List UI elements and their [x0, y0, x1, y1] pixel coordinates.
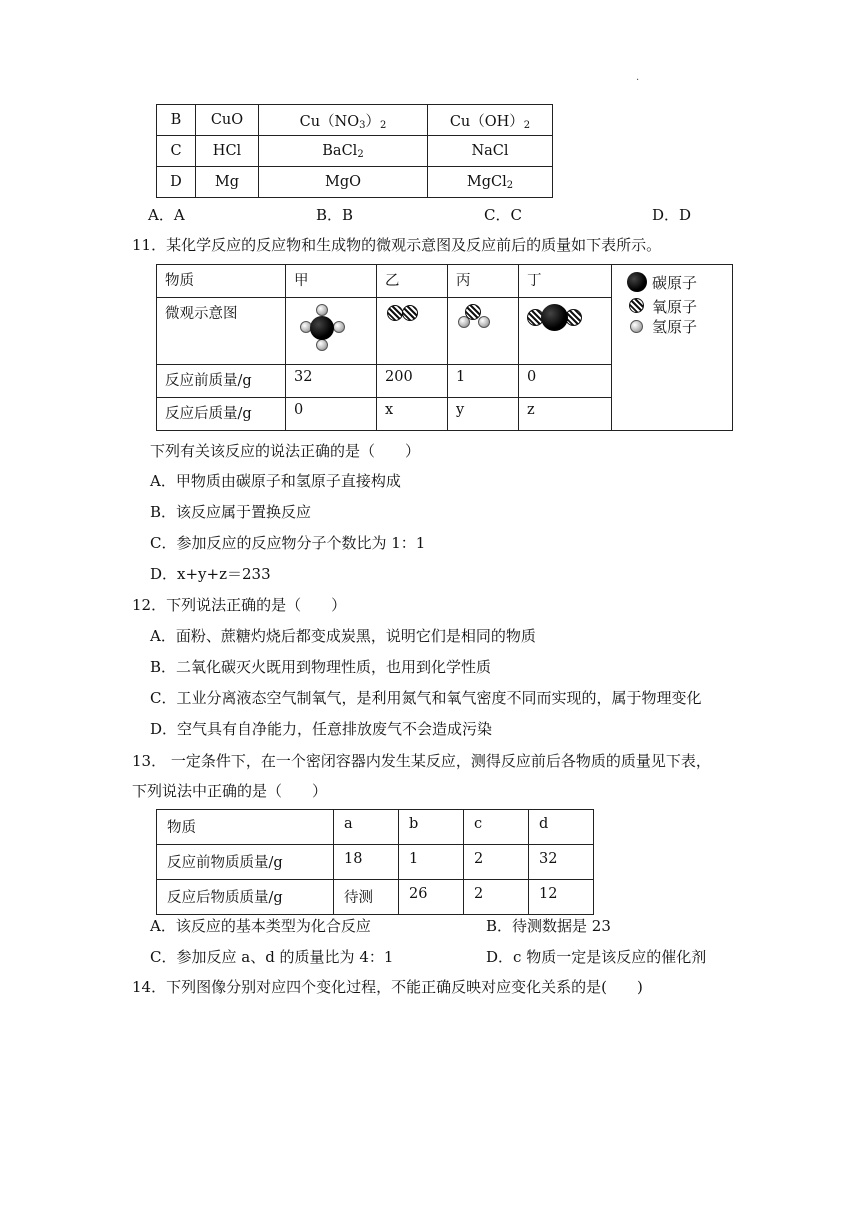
- q12-stem: 12．下列说法正确的是（ ）: [132, 596, 347, 614]
- table-row: [157, 167, 553, 198]
- legend-label: 氧原子: [652, 298, 698, 316]
- q14-stem: 14．下列图像分别对应四个变化过程，不能正确反映对应变化关系的是( ): [132, 978, 643, 996]
- table-cell: 反应后质量/g: [157, 398, 286, 431]
- table-cell: 1: [399, 845, 464, 880]
- table-cell: HCl: [196, 136, 259, 167]
- table-cell: 200: [377, 365, 448, 398]
- page-mark: .: [636, 72, 640, 83]
- legend-label: 氢原子: [652, 318, 698, 336]
- table-cell: $Cu(NO_3)_2$: [259, 105, 428, 136]
- q11-stem: 11．某化学反应的反应物和生成物的微观示意图及反应前后的质量如下表所示。: [132, 236, 662, 254]
- table-cell: Mg: [196, 167, 259, 198]
- table-cell: z: [519, 398, 612, 431]
- table-cell: C: [157, 136, 196, 167]
- table-cell: a: [334, 810, 399, 845]
- table-cell: 32: [529, 845, 594, 880]
- table-cell: BaCl$_2$: [259, 136, 428, 167]
- table-cell: 反应前物质质量/g: [157, 845, 334, 880]
- q10-table: [156, 104, 553, 198]
- table-cell: MgO: [259, 167, 428, 198]
- q11-question: 下列有关该反应的说法正确的是（ ）: [150, 442, 421, 460]
- table-cell: 2: [464, 880, 529, 915]
- table-cell: 丙: [448, 265, 519, 298]
- table-cell: 丁: [519, 265, 612, 298]
- carbon-atom-icon: [627, 272, 647, 292]
- table-cell: 0: [519, 365, 612, 398]
- q13-option-d[interactable]: D．c 物质一定是该反应的催化剂: [486, 948, 707, 966]
- table-cell: [519, 298, 612, 365]
- q10-option-a[interactable]: A．A: [148, 206, 185, 224]
- table-cell: CuO: [196, 105, 259, 136]
- q10-option-d[interactable]: D．D: [652, 206, 692, 224]
- table-cell: B: [157, 105, 196, 136]
- table-cell: d: [529, 810, 594, 845]
- q11-option-c[interactable]: C．参加反应的反应物分子个数比为 1：1: [150, 534, 426, 552]
- q11-option-d[interactable]: D．x+y+z＝233: [150, 565, 271, 583]
- table-cell: 反应后物质质量/g: [157, 880, 334, 915]
- q10-option-b[interactable]: B．B: [316, 206, 354, 224]
- table-cell: 32: [286, 365, 377, 398]
- q13-stem-cont: 下列说法中正确的是（ ）: [132, 782, 328, 800]
- table-cell: D: [157, 167, 196, 198]
- table-cell: 反应前质量/g: [157, 365, 286, 398]
- oxygen-atom-icon: [629, 298, 644, 313]
- q11-option-b[interactable]: B．该反应属于置换反应: [150, 503, 312, 521]
- hydrogen-atom-icon: [630, 320, 643, 333]
- table-cell: 0: [286, 398, 377, 431]
- table-cell: 物质: [157, 810, 334, 845]
- legend-label: 碳原子: [652, 274, 698, 292]
- table-cell: 18: [334, 845, 399, 880]
- table-row: [157, 880, 594, 915]
- q12-option-c[interactable]: C．工业分离液态空气制氧气，是利用氮气和氧气密度不同而实现的，属于物理变化: [150, 689, 702, 707]
- q13-option-c[interactable]: C．参加反应 a、d 的质量比为 4：1: [150, 948, 394, 966]
- q13-option-a[interactable]: A．该反应的基本类型为化合反应: [150, 917, 371, 935]
- q10-option-c[interactable]: C．C: [484, 206, 522, 224]
- table-row: [157, 810, 594, 845]
- q13-stem: 13． 一定条件下，在一个密闭容器内发生某反应，测得反应前后各物质的质量见下表，: [132, 752, 711, 770]
- table-cell: 1: [448, 365, 519, 398]
- q11-table: [156, 264, 733, 431]
- table-cell: 甲: [286, 265, 377, 298]
- table-cell: y: [448, 398, 519, 431]
- table-cell: $Cu(OH)_2$: [428, 105, 553, 136]
- table-cell: 26: [399, 880, 464, 915]
- table-cell: 12: [529, 880, 594, 915]
- q12-option-a[interactable]: A．面粉、蔗糖灼烧后都变成炭黑，说明它们是相同的物质: [150, 627, 536, 645]
- table-cell: 乙: [377, 265, 448, 298]
- table-row: [157, 845, 594, 880]
- q12-option-b[interactable]: B．二氧化碳灭火既用到物理性质，也用到化学性质: [150, 658, 492, 676]
- table-row: [157, 105, 553, 136]
- table-cell: 物质: [157, 265, 286, 298]
- table-cell: MgCl$_2$: [428, 167, 553, 198]
- table-row: [157, 136, 553, 167]
- table-cell: 待测: [334, 880, 399, 915]
- table-cell: [448, 298, 519, 365]
- q12-option-d[interactable]: D．空气具有自净能力，任意排放废气不会造成污染: [150, 720, 493, 738]
- q11-option-a[interactable]: A．甲物质由碳原子和氢原子直接构成: [150, 472, 401, 490]
- table-cell: b: [399, 810, 464, 845]
- table-cell: x: [377, 398, 448, 431]
- q13-table: [156, 809, 594, 915]
- table-cell: c: [464, 810, 529, 845]
- table-cell: 微观示意图: [157, 298, 286, 365]
- table-cell: NaCl: [428, 136, 553, 167]
- q13-option-b[interactable]: B．待测数据是 23: [486, 917, 611, 935]
- table-cell: 2: [464, 845, 529, 880]
